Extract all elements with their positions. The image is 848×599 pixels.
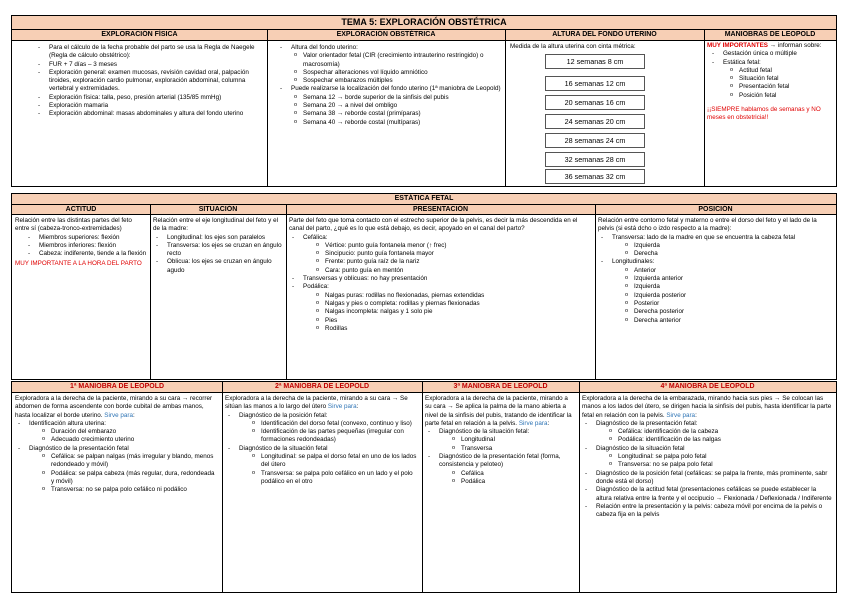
leopold-warning: ¡¡SIEMPRE hablamos de semanas y NO meses en obstetricia!! [707, 106, 821, 122]
list-item: - Longitudinales: o Anterior o Izquierda anterior o Izquierda o Izquierda posterior o Posterior o Derecha posterior o Derecha anterior [598, 258, 833, 324]
list-item: o Podálica: se palpa cabeza (más regular, dura, redondeada y móvil) [39, 470, 219, 487]
list-item: - Longitudinal: los ejes son paralelos [153, 234, 283, 242]
list-item: o Longitudinal: se palpa el dorso fetal en uno de los lados del útero [249, 453, 419, 470]
m3-content [422, 393, 579, 592]
posicion-intro: Relación entre contorno fetal y materno o entre el dorso del feto y el lado de la pelvis (si está dcho o izdo respecto a la madre): [598, 217, 817, 233]
list-item: o Posterior [622, 300, 833, 308]
list-item: - Altura del fondo uterino: o Valor orientador fetal (CIR (crecimiento intrauterino restringido) o macrosomía) o Sospechar alteraciones vol líquido amniótico o Sospechar embarazos múltiples [277, 44, 501, 85]
m1-content [12, 393, 222, 592]
m4-content [579, 393, 836, 592]
list-item: o Derecha posterior [622, 308, 833, 316]
m2-header: 2ª MANIOBRA DE LEOPOLD [222, 382, 422, 393]
list-item: o Frente: punto guía raíz de la nariz [313, 258, 592, 266]
week-box: 12 semanas 8 cm [545, 54, 645, 69]
list-item: - Diagnóstico de la situación fetal: o Longitudinal o Transversa [425, 428, 576, 453]
week-box: 36 semanas 32 cm [545, 169, 645, 184]
list-item: - Diagnóstico de la situación fetal o Longitudinal: se palpa el dorso fetal en uno de los lados del útero o Transversa: se palpa polo cefálico en un lado y el polo podálico en el otro [225, 445, 419, 486]
list-item: o Transversa [449, 445, 576, 453]
list-item: o Nalgas puras: rodillas no flexionadas, piernas extendidas [313, 292, 592, 300]
list-item: - Diagnóstico de la presentación fetal: o Cefálica: identificación de la cabeza o Podálica: identificación de las nalgas [582, 420, 833, 445]
actitud-intro: Relación entre las distintas partes del feto entre sí (cabeza-tronco-extremidades) [15, 217, 132, 233]
list-item: - Cefálica: o Vértice: punto guía fontanela menor (↑ frec) o Sincipucio: punto guía fontanela mayor o Frente: punto guía raíz de la nariz o Cara: punto guía en mentón [289, 234, 592, 275]
list-item: - Podálica: o Nalgas puras: rodillas no flexionadas, piernas extendidas o Nalgas y pies o completa: rodillas y piernas flexionadas o Nalgas incompleta: nalgas y 1 solo pie o Pies o Rodillas [289, 283, 592, 333]
list-item: - Diagnóstico de la posición fetal: o Identificación del dorso fetal (convexo, continuo y liso) o Identificación de las partes pequeñas (irregular con formaciones redondeadas) [225, 412, 419, 445]
week-box: 20 semanas 16 cm [545, 95, 645, 110]
list-item: o Sincipucio: punto guía fontanela mayor [313, 250, 592, 258]
leopold-header: MANIOBRAS DE LEOPOLD [704, 30, 836, 41]
list-item: - Exploración general: examen mucosas, revisión cavidad oral, palpación tiroides, exploración cardio pulmonar, exploración abdominal, columna vertebral y extremidades. [35, 69, 261, 94]
list-item: o Longitudinal [449, 436, 576, 444]
list-item: - Diagnóstico de la presentación fetal (forma, consistencia y peloteo) o Cefálica o Podálica [425, 453, 576, 486]
list-item: - Puede realizarse la localización del fondo uterino (1ª maniobra de Leopold) o Semana 12 → borde superior de la sinfisis del pubis o Semana 20 → a nivel del ombligo o Semana 38 → reborde costal (primíparas) o Semana 40 → reborde costal (multíparas) [277, 85, 501, 126]
obstetrica-header: EXPLORACIÓN OBSTÉTRICA [267, 30, 505, 41]
list-item: - Diagnóstico de la situación fetal o Longitudinal: se palpa polo fetal o Transversa: no se palpa polo fetal [582, 445, 833, 470]
list-item: o Podálica: identificación de las nalgas [606, 436, 833, 444]
altura-intro: Medida de la altura uterina con cinta métrica: [510, 43, 636, 50]
posicion-header: POSICIÓN [595, 205, 836, 215]
list-item: o Semana 38 → reborde costal (primíparas) [291, 110, 501, 118]
list-item: o Podálica [449, 478, 576, 486]
list-item: - Exploración mamaria [35, 102, 261, 110]
situacion-intro: Relación entre el eje longitudinal del feto y el de la madre: [153, 217, 278, 233]
list-item: o Transversa: se palpa polo cefálico en un lado y el polo podálico en el otro [249, 470, 419, 487]
presentacion-header: PRESENTACIÓN [286, 205, 595, 215]
m3-header: 3ª MANIOBRA DE LEOPOLD [422, 382, 579, 393]
fisica-list [35, 44, 261, 119]
list-item: - Exploración abdominal: masas abdominales y altura del fondo uterino [35, 110, 261, 118]
list-item: - Relación entre la presentación y la pelvis: cabeza móvil por encima de la pelvis o cabeza fija en la pelvis [582, 503, 833, 520]
list-item: o Cefálica: identificación de la cabeza [606, 428, 833, 436]
list-item: o Pies [313, 317, 592, 325]
list-item: o Izquierda [622, 283, 833, 291]
list-item: o Transversa: no se palpa polo fetal [606, 461, 833, 469]
list-item: o Semana 40 → reborde costal (multíparas) [291, 119, 501, 127]
list-item: o Identificación del dorso fetal (convexo, continuo y liso) [249, 420, 419, 428]
list-item: o Izquierda [622, 242, 833, 250]
situacion-header: SITUACIÓN [150, 205, 286, 215]
list-item: o Adecuado crecimiento uterino [39, 436, 219, 444]
posicion-content [595, 215, 836, 379]
list-item: o Izquierda posterior [622, 292, 833, 300]
list-item: o Duración del embarazo [39, 428, 219, 436]
list-item: - FUR + 7 días – 3 meses [35, 61, 261, 69]
estatica-block [11, 193, 837, 380]
list-item: o Derecha [622, 250, 833, 258]
m4-intro: Exploradora a la derecha de la embarazada, mirando hacia sus pies → Se colocan las manos a los lados del útero, se dirigen hacia la sinfisis del pubis, hasta identificar la parte fetal en relación con la pelvis. Sirve para: [582, 395, 832, 419]
list-item: - Gestación única o múltiple [709, 50, 833, 58]
week-box: 32 semanas 28 cm [545, 152, 645, 167]
list-item: o Presentación fetal [727, 83, 833, 91]
list-item: o Cara: punto guía en mentón [313, 267, 592, 275]
maniobras-block [11, 381, 837, 593]
leopold-content [705, 41, 835, 186]
list-item: - Transversa: lado de la madre en que se encuentra la cabeza fetal o Izquierda o Derecha [598, 234, 833, 259]
m1-header: 1ª MANIOBRA DE LEOPOLD [12, 382, 222, 393]
list-item: o Longitudinal: se palpa polo fetal [606, 453, 833, 461]
list-item: o Transversa: no se palpa polo cefálico ni podálico [39, 486, 219, 494]
list-item: o Semana 20 → a nivel del ombligo [291, 102, 501, 110]
page-title: TEMA 5: EXPLORACIÓN OBSTÉTRICA [12, 16, 836, 30]
list-item: o Identificación de las partes pequeñas (irregular con formaciones redondeadas) [249, 428, 419, 445]
list-item: o Cefálica [449, 470, 576, 478]
actitud-note: MUY IMPORTANTE A LA HORA DEL PARTO [15, 260, 142, 268]
list-item: o Izquierda anterior [622, 275, 833, 283]
actitud-content [12, 215, 150, 379]
fisica-content [32, 42, 264, 187]
list-item: - Diagnóstico de la presentación fetal o Cefálica: se palpan nalgas (más irregular y blando, menos redondeado y móvil) o Podálica: se palpa cabeza (más regular, dura, redondeada y móvil) o Transversa: no se palpa polo cefálico ni podálico [15, 445, 219, 495]
list-item: - Transversa: los ejes se cruzan en ángulo recto [153, 242, 283, 259]
list-item: - Cabeza: indiferente, tiende a la flexión [25, 250, 147, 258]
m1-intro: Exploradora a la derecha de la paciente, mirando a su cara → recorrer abdomen de forma ascendente con borde cubital de ambas manos, hasta localizar el borde uterino. Sirve para: [15, 395, 213, 419]
list-item: - Identificación altura uterina: o Duración del embarazo o Adecuado crecimiento uterino [15, 420, 219, 445]
list-item: - Transversas y oblicuas: no hay presentación [289, 275, 592, 283]
week-box: 28 semanas 24 cm [545, 133, 645, 148]
actitud-header: ACTITUD [12, 205, 150, 215]
m2-content [222, 393, 422, 592]
leopold-intro: MUY IMPORTANTES → informan sobre: [707, 42, 822, 49]
list-item: - Exploración física: talla, peso, presión arterial (135/85 mmHg) [35, 94, 261, 102]
list-item: o Nalgas y pies o completa: rodillas y piernas flexionadas [313, 300, 592, 308]
list-item: o Rodillas [313, 325, 592, 333]
list-item: o Posición fetal [727, 92, 833, 100]
altura-header: ALTURA DEL FONDO UTERINO [505, 30, 704, 41]
list-item: - Diagnóstico de la posición fetal (cefálicas: se palpa la frente, más prominente, sabr donde está el dorso) [582, 470, 833, 487]
list-item: o Valor orientador fetal (CIR (crecimiento intrauterino restringido) o macrosomía) [291, 52, 501, 69]
list-item: o Anterior [622, 267, 833, 275]
list-item: - Estática fetal: o Actitud fetal o Situación fetal o Presentación fetal o Posición fetal [709, 59, 833, 100]
list-item: - Para el cálculo de la fecha probable del parto se usa la Regla de Naegele (Regla de cálculo obstétrico): [35, 44, 261, 61]
m3-intro: Exploradora a la derecha de la paciente, mirando a su cara → Se aplica la palma de la mano abierta a nivel de la sinfisis del pubis, tratando de identificar la parte fetal en relación a la pelvis. Sirve para: [425, 395, 572, 427]
m4-header: 4ª MANIOBRA DE LEOPOLD [579, 382, 836, 393]
presentacion-intro: Parte del feto que toma contacto con el estrecho superior de la pelvis, es decir la más descendida en el canal del parto, ¿qué es lo que está debajo, es decir, apoyado en el canal del parto? [289, 217, 578, 233]
list-item: - Miembros superiores: flexión [25, 234, 147, 242]
estatica-header: ESTÁTICA FETAL [12, 194, 836, 205]
list-item: - Oblicua: los ejes se cruzan en ángulo agudo [153, 258, 283, 275]
m2-intro: Exploradora a la derecha de la paciente, mirando a su cara → Se sitúan las manos a lo largo del útero Sirve para: [225, 395, 408, 411]
list-item: o Semana 12 → borde superior de la sinfisis del pubis [291, 94, 501, 102]
list-item: o Actitud fetal [727, 67, 833, 75]
list-item: o Sospechar embarazos múltiples [291, 77, 501, 85]
list-item: - Diagnóstico de la actitud fetal (presentaciones cefálicas se puede establecer la altura relativa entre la frente y el occipucio → Flexionada / Deflexionada / Indiferente [582, 486, 833, 503]
list-item: - Miembros inferiores: flexión [25, 242, 147, 250]
list-item: o Cefálica: se palpan nalgas (más irregular y blando, menos redondeado y móvil) [39, 453, 219, 470]
list-item: o Sospechar alteraciones vol líquido amniótico [291, 69, 501, 77]
fisica-header: EXPLORACIÓN FÍSICA [12, 30, 267, 41]
week-box: 16 semanas 12 cm [545, 76, 645, 91]
week-box: 24 semanas 20 cm [545, 114, 645, 129]
presentacion-content [286, 215, 595, 379]
list-item: o Situación fetal [727, 75, 833, 83]
list-item: o Nalgas incompleta: nalgas y 1 solo pie [313, 308, 592, 316]
obstetrica-content [274, 42, 504, 187]
list-item: o Vértice: punto guía fontanela menor (↑ frec) [313, 242, 592, 250]
situacion-content [150, 215, 286, 379]
list-item: o Derecha anterior [622, 317, 833, 325]
